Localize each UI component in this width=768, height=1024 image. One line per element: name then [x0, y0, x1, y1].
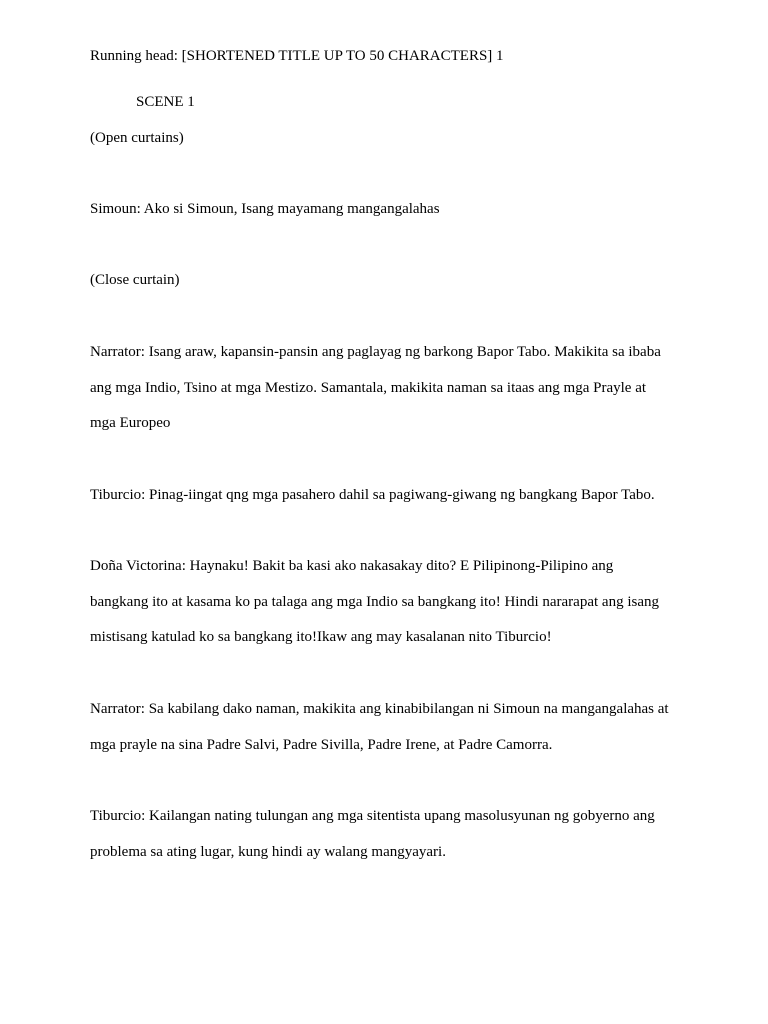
running-head: Running head: [SHORTENED TITLE UP TO 50 CHARACTERS] 1 [90, 48, 504, 64]
dialogue-line: Doña Victorina: Haynaku! Bakit ba kasi ako nakasakay dito? E Pilipinong-Pilipino ang [90, 558, 614, 574]
dialogue-line: Narrator: Isang araw, kapansin-pansin ang paglayag ng barkong Bapor Tabo. Makikita sa ibaba [90, 344, 661, 360]
dialogue-line: Narrator: Sa kabilang dako naman, makikita ang kinabibilangan ni Simoun na mangangalahas at [90, 701, 669, 717]
dialogue-line: Simoun: Ako si Simoun, Isang mayamang mangangalahas [90, 201, 440, 217]
stage-direction: (Open curtains) [90, 130, 184, 146]
scene-heading: SCENE 1 [136, 94, 195, 110]
dialogue-line: mga prayle na sina Padre Salvi, Padre Sivilla, Padre Irene, at Padre Camorra. [90, 737, 553, 753]
dialogue-line: bangkang ito at kasama ko pa talaga ang mga Indio sa bangkang ito! Hindi nararapat ang isang [90, 594, 659, 610]
dialogue-line: Tiburcio: Pinag-iingat qng mga pasahero dahil sa pagiwang-giwang ng bangkang Bapor Tabo. [90, 487, 655, 503]
dialogue-line: problema sa ating lugar, kung hindi ay walang mangyayari. [90, 844, 446, 860]
dialogue-line: mistisang katulad ko sa bangkang ito!Ikaw ang may kasalanan nito Tiburcio! [90, 629, 552, 645]
stage-direction: (Close curtain) [90, 272, 180, 288]
dialogue-line: ang mga Indio, Tsino at mga Mestizo. Samantala, makikita naman sa itaas ang mga Prayle at [90, 380, 647, 396]
dialogue-line: mga Europeo [90, 415, 171, 431]
dialogue-line: Tiburcio: Kailangan nating tulungan ang mga sitentista upang masolusyunan ng gobyerno ang [90, 808, 655, 824]
